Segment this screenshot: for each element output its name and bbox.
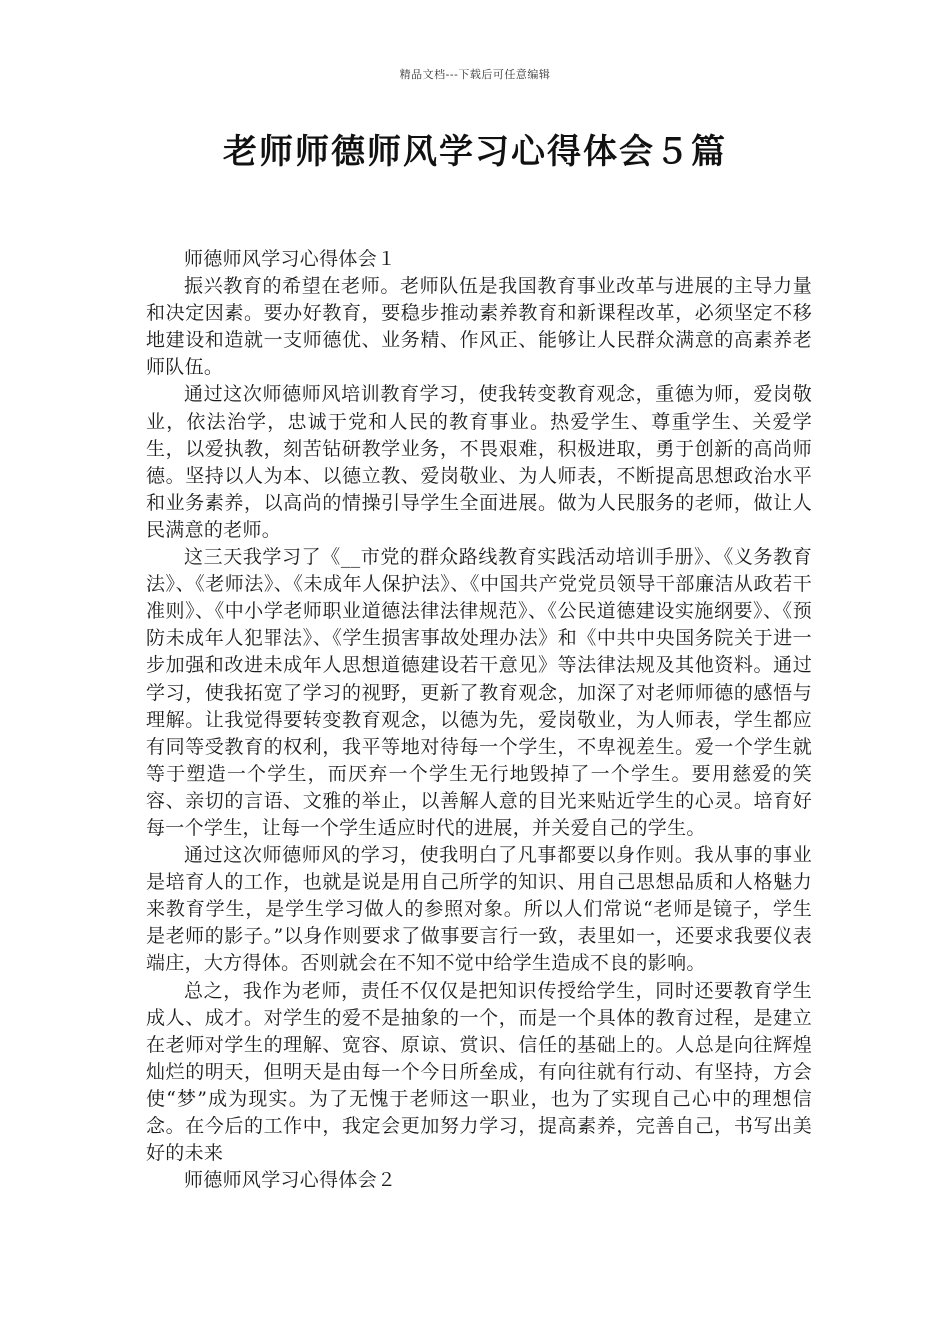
section-heading-2: 师德师风学习心得体会２ [184, 1169, 397, 1192]
body-paragraph: 这三天我学习了《__市党的群众路线教育实践活动培训手册》、《义务教育法》、《老师法》、《未成年人保护法》、《中国共产党党员领导干部廉洁从政若干准则》、《中小学老师职业道德法律法律规范》、《公民道德建设实施纲要》、《预防未成年人犯罪法》、《学生损害事故处理办法》和《中共中央国务院关于进一步加强和改进未成年人思想道德建设若干意见》等法律法规及其他资料。通过学习，使我拓宽了学习的视野，更新了教育观念，加深了对老师师德的感悟与理解。让我觉得要转变教育观念，以德为先，爱岗敬业，为人师表，学生都应有同等受教育的权利，我平等地对待每一个学生，不卑视差生。爱一个学生就等于塑造一个学生，而厌弃一个学生无行地毁掉了一个学生。要用慈爱的笑容、亲切的言语、文雅的举止，以善解人意的目光来贴近学生的心灵。培育好每一个学生，让每一个学生适应时代的进展，并关爱自己的学生。 [146, 546, 812, 839]
body-paragraph: 通过这次师德师风的学习，使我明白了凡事都要以身作则。我从事的事业是培育人的工作，也就是说是用自己所学的知识、用自己思想品质和人格魅力来教育学生，是学生学习做人的参照对象。所以人们常说“老师是镜子，学生是老师的影子。”以身作则要求了做事要言行一致，表里如一，还要求我要仪表端庄，大方得体。否则就会在不知不觉中给学生造成不良的影响。 [146, 844, 812, 975]
document-title: 老师师德师风学习心得体会５篇 [223, 132, 727, 172]
body-paragraph: 总之，我作为老师，责任不仅仅是把知识传授给学生，同时还要教育学生成人、成才。对学生的爱不是抽象的一个，而是一个具体的教育过程，是建立在老师对学生的理解、宽容、原谅、赏识、信任的基础上的。人总是向往辉煌灿烂的明天，但明天是由每一个今日所垒成，有向往就有行动、有坚持，方会使“梦”成为现实。为了无愧于老师这一职业，也为了实现自己心中的理想信念。在今后的工作中，我定会更加努力学习，提高素养，完善自己，书写出美好的未来 [146, 979, 812, 1165]
body-paragraph: 振兴教育的希望在老师。老师队伍是我国教育事业改革与进展的主导力量和决定因素。要办好教育，要稳步推动素养教育和新课程改革，必须坚定不移地建设和造就一支师德优、业务精、作风正、能够让人民群众满意的高素养老师队伍。 [146, 275, 812, 379]
page-header-note: 精品文档---下载后可任意编辑 [399, 68, 551, 81]
section-heading-1: 师德师风学习心得体会１ [184, 248, 397, 270]
document-body [146, 246, 812, 1194]
body-paragraph: 通过这次师德师风培训教育学习，使我转变教育观念，重德为师，爱岗敬业，依法治学，忠诚于党和人民的教育事业。热爱学生、尊重学生、关爱学生，以爱执教，刻苦钻研教学业务，不畏艰难，积极进取，勇于创新的高尚师德。坚持以人为本、以德立教、爱岗敬业、为人师表，不断提高思想政治水平和业务素养，以高尚的情操引导学生全面进展。做为人民服务的老师，做让人民满意的老师。 [146, 383, 812, 541]
